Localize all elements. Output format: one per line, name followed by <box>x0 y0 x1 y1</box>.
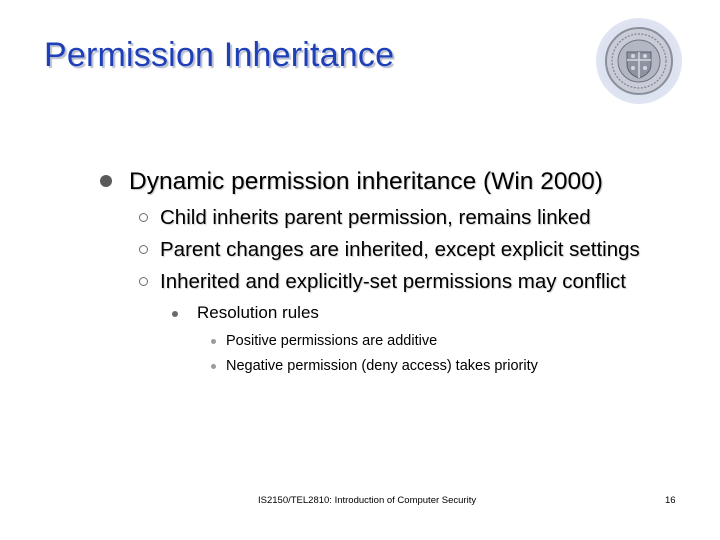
page-number: 16 <box>665 495 676 506</box>
bullet-text: Dynamic permission inheritance (Win 2000) <box>129 168 603 195</box>
bullet-text: Inherited and explicitly-set permissions may conflict <box>160 270 626 293</box>
university-seal-icon <box>596 18 682 104</box>
bullet-text: Child inherits parent permission, remains linked <box>160 206 591 229</box>
bullet-text: Positive permissions are additive <box>226 333 438 349</box>
slide-footer: IS2150/TEL2810: Introduction of Computer Security <box>258 495 477 506</box>
bullet-circle-icon <box>139 213 148 222</box>
bullet-circle-icon <box>139 277 148 286</box>
bullet-dot-icon <box>172 311 178 317</box>
bullet-circle-icon <box>139 245 148 254</box>
bullet-dot-icon <box>100 175 112 187</box>
bullet-dot-icon <box>211 339 216 344</box>
slide-title: Permission Inheritance <box>44 36 395 74</box>
bullet-dot-icon <box>211 364 216 369</box>
bullet-text: Negative permission (deny access) takes priority <box>226 358 538 374</box>
bullet-text: Resolution rules <box>197 303 319 322</box>
bullet-text: Parent changes are inherited, except explicit settings <box>160 238 640 261</box>
